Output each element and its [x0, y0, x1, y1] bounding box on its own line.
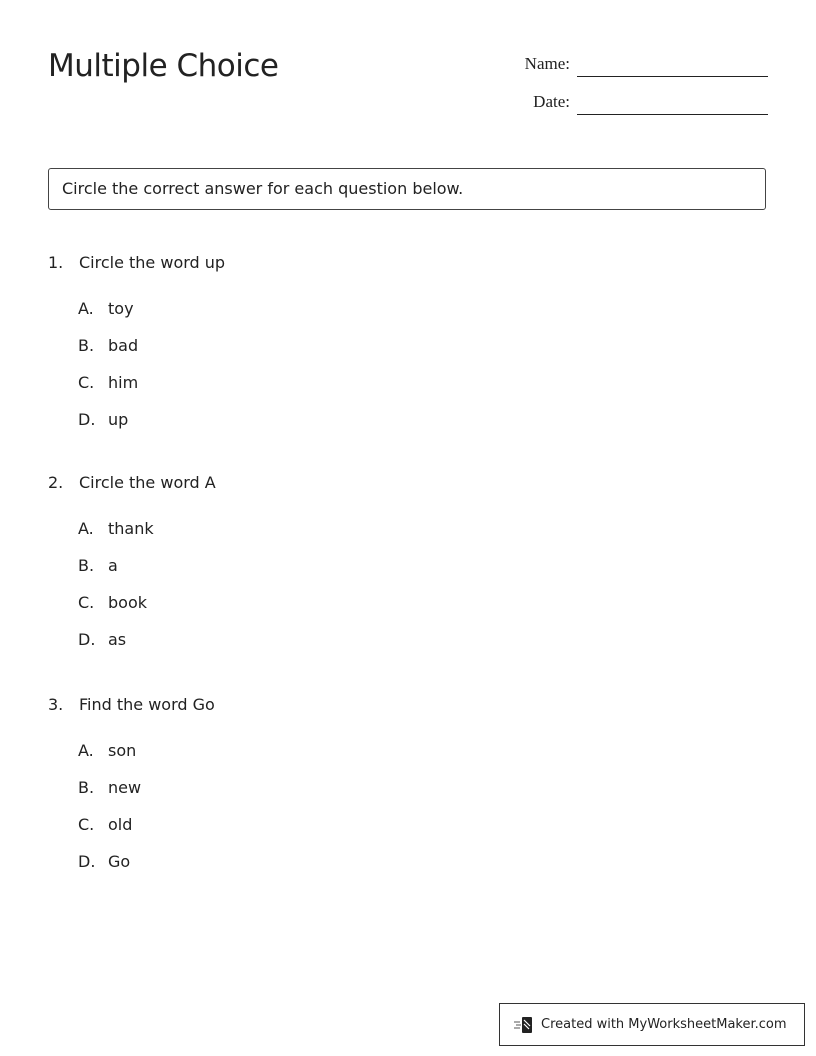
option-text: toy	[108, 299, 134, 318]
option-letter: A.	[78, 741, 94, 760]
option-text: old	[108, 815, 133, 834]
question-1	[48, 253, 225, 273]
option-text: new	[108, 778, 142, 797]
page-title: Multiple Choice	[48, 48, 279, 84]
question-text: Circle the word A	[79, 473, 216, 492]
option-text: book	[108, 593, 147, 612]
question-2	[48, 473, 216, 493]
answer-option[interactable]	[78, 778, 141, 798]
option-text: a	[108, 556, 118, 575]
footer-text: Created with MyWorksheetMaker.com	[541, 1017, 787, 1032]
question-text: Circle the word up	[79, 253, 226, 272]
question-text: Find the word Go	[79, 695, 215, 714]
date-label: Date:	[533, 92, 570, 111]
question-3	[48, 695, 215, 715]
option-letter: C.	[78, 593, 95, 612]
option-letter: C.	[78, 373, 95, 392]
footer-badge	[499, 1003, 805, 1046]
option-text: him	[108, 373, 139, 392]
worksheet-logo-icon	[513, 1015, 535, 1035]
answer-option[interactable]	[78, 741, 136, 761]
option-letter: D.	[78, 852, 96, 871]
name-label: Name:	[524, 54, 570, 73]
option-text: as	[108, 630, 127, 649]
question-number: 3.	[48, 695, 64, 714]
option-text: bad	[108, 336, 139, 355]
question-number: 2.	[48, 473, 64, 492]
option-text: up	[108, 410, 129, 429]
instructions-box	[48, 168, 766, 210]
option-text: thank	[108, 519, 154, 538]
answer-option[interactable]	[78, 373, 138, 393]
option-letter: A.	[78, 299, 94, 318]
answer-option[interactable]	[78, 519, 154, 539]
option-letter: B.	[78, 556, 95, 575]
answer-option[interactable]	[78, 299, 134, 319]
answer-option[interactable]	[78, 815, 132, 835]
date-field[interactable]	[577, 114, 768, 115]
answer-option[interactable]	[78, 630, 126, 650]
option-letter: D.	[78, 630, 96, 649]
answer-option[interactable]	[78, 336, 138, 356]
name-field[interactable]	[577, 76, 768, 77]
option-text: son	[108, 741, 137, 760]
question-number: 1.	[48, 253, 64, 272]
answer-option[interactable]	[78, 410, 128, 430]
option-letter: C.	[78, 815, 95, 834]
answer-option[interactable]	[78, 852, 130, 872]
option-letter: B.	[78, 778, 95, 797]
option-letter: B.	[78, 336, 95, 355]
answer-option[interactable]	[78, 593, 147, 613]
option-letter: A.	[78, 519, 94, 538]
instructions-text: Circle the correct answer for each question below.	[62, 179, 464, 198]
answer-option[interactable]	[78, 556, 118, 576]
option-text: Go	[108, 852, 131, 871]
option-letter: D.	[78, 410, 96, 429]
